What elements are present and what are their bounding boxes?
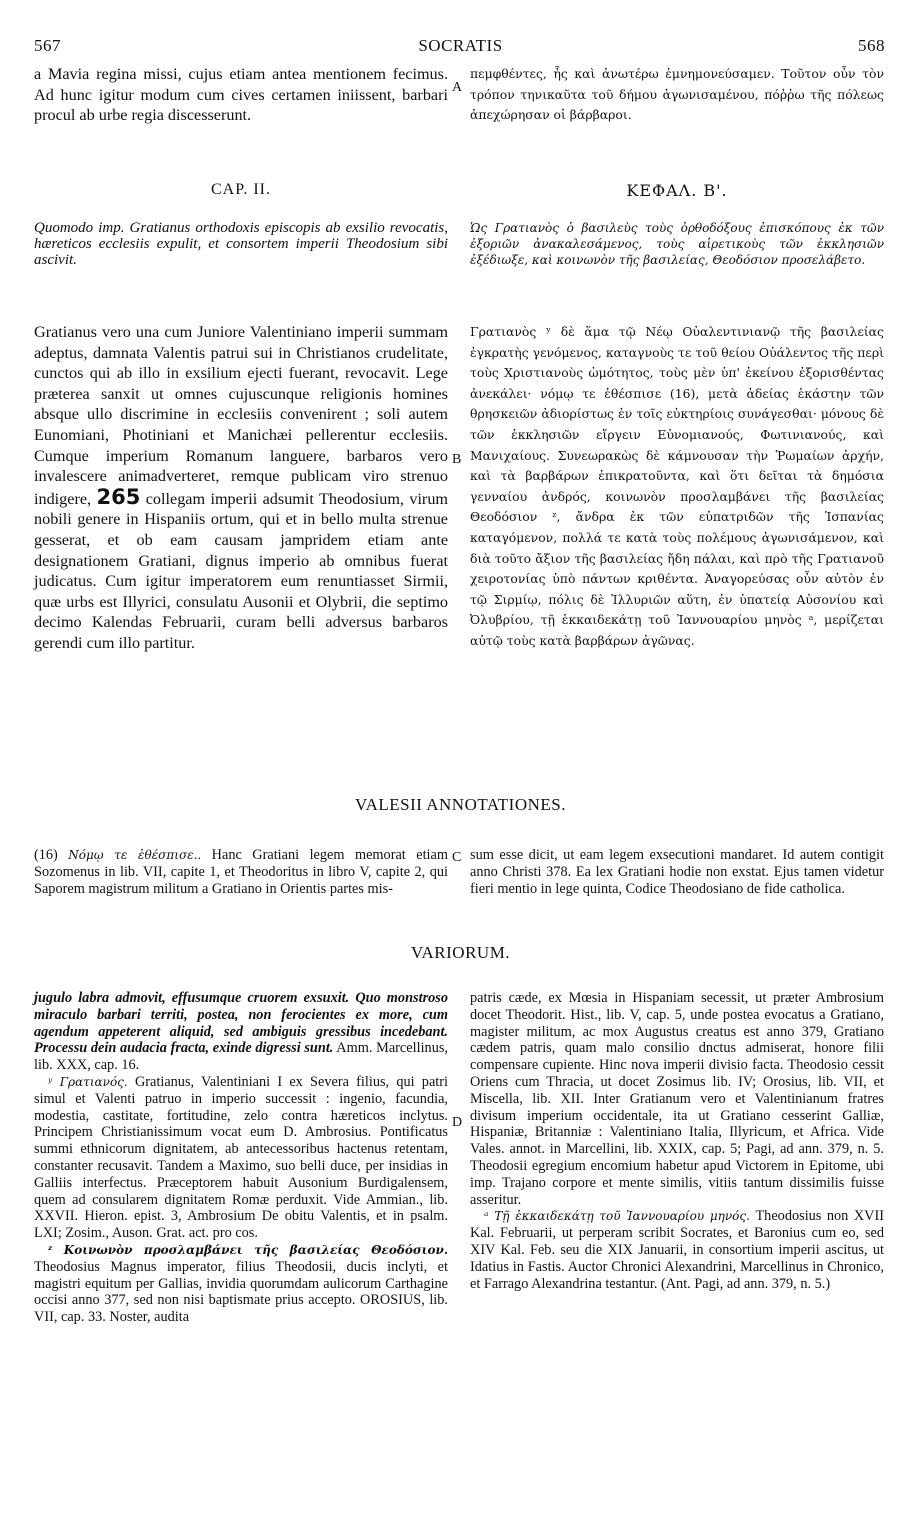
variorum-left-para-3 xyxy=(34,1242,448,1326)
latin-body-part-1: Gratianus vero una cum Juniore Valentiniano imperii summam adeptus, damnata Valentis patrui sui in Christianos crudelitate, cunctos qui ab illo in exsilium ejecti fuerant, revocavit. Lege præterea sanxit ut omnes cujuscunque religionis homines absque ullo discrimine in ecclesiis convenirent ; soli autem Eunomiani, Photiniani et Manichæi pellerentur ecclesiis. Cumque imperium Romanum languere, barbaros vero invalescere animadverteret, remque publicam viro strenuo indigere, xyxy=(34,323,448,508)
greek-continuation: πεμφθέντες, ἧς καὶ ἀνωτέρω ἐμνημονεύσαμεν. Τοῦτον οὖν τὸν τρόπον τηνικαῦτα τοῦ δήμου ἀγωνισαμένου, πόῤῥω τῆς πόλεως ἀπεχώρησαν οἱ βάρβαροι. xyxy=(470,66,884,123)
variorum-lemma-z: ᶻ Κοινωνὸν προσλαμβάνει τῆς βασιλείας Θεοδόσιον. xyxy=(48,1242,448,1257)
greek-body-text: Γρατιανὸς ʸ δὲ ἅμα τῷ Νέῳ Οὐαλεντινιανῷ τῆς βασιλείας ἐγκρατὴς γενόμενος, καταγνοὺς τε τοῦ θείου Οὐάλεντος τῆς περὶ τοὺς Χριστιανοὺς ὠμότητος, τοὺς μὲν ὑπ' ἐκείνου ἐξορισθέντας ἀνεκάλει· νόμῳ τε ἐθέσπισε (16), μετὰ ἀδείας ἑκάστην τῶν θρησκειῶν ἀδιορίστως ἐν τοῖς εὐκτηρίοις συνάγεσθαι· μόνους δὲ τῶν ἐκκλησιῶν εἴργειν Εὐνομιανούς, Φωτινιανούς, καὶ Μανιχαίους. Συνεωρακὼς δὲ κάμνουσαν τὴν Ῥωμαίων ἀρχήν, καὶ τὰ βαρβάρων ἐπικρατοῦντα, καὶ ὅτι δεῖται τὰ δημόσια γενναίου ἀνδρός, κοινωνὸν προσλαμβάνει τῆς βασιλείας Θεοδόσιον ᶻ, ἄνδρα ἐκ τῶν εὐπατριδῶν τῆς Ἱσπανίας καταγόμενον, πολλά τε κατὰ τοὺς πολέμους ἀγωνισάμενον, καὶ διὰ τοῦτο ἄξιον τῆς βασιλείας ἤδη πάλαι, καὶ πρὸ τῆς Γρατιανοῦ χειροτονίας ὑπὸ πάντων κριθέντα. Ἀναγορεύσας οὖν αὐτὸν ἐν τῷ Σιρμίῳ, πόλις δὲ Ἰλλυριῶν αὕτη, ἐν ὑπατείᾳ Αὐσονίου καὶ Ὀλυβρίου, τῇ ἑκκαιδεκάτῃ τοῦ Ἰαννουαρίου μηνὸς ᵃ, μερίζεται αὐτῷ τοὺς κατὰ βαρβάρων ἀγῶνας. xyxy=(470,324,884,648)
page-number-right: 568 xyxy=(858,36,885,55)
variorum-note-a: Theodosius non XVII Kal. Februarii, ut perperam scribit Socrates, et Baronius cum eo, sed XIV Kal. Feb. seu die XIX Januarii, in consortium imperii ascitus, ut Idatius in Fastis. Auctor Chronici Alexandrini, Marcellinus in Chronico, et Farrago Alexandrina testantur. (Ant. Pagi, ad ann. 379, n. 5.) xyxy=(470,1208,885,1292)
valesii-note-left xyxy=(34,847,448,897)
note-number: (16) xyxy=(34,847,58,863)
variorum-left-para-2 xyxy=(34,1074,448,1242)
variorum-note-y: Gratianus, Valentiniani I ex Severa filius, qui patri simul et Valenti patruo in imperio successit : ingenio, facundia, modestia, castitate, fortitudine, zelo contra hæreticos inclytus. Principem Christianissimum vocat eum D. Ambrosius. Pontificatus summi ethnicorum dignitatem, ab antecessoribus hactenus retentam, constanter recusavit. Tandem a Maximo, suo belli duce, per insidias in Galliis interfectus. Præceptorem habuit Ausonium Burdigalensem, quem ad consularem dignitatem Romæ perduxit. Vide Ammian., lib. XXVII. Hieron. epist. 3, Ambrosium De obitu Valentis, et in psalm. LXI; Zosim., Auson. Grat. act. pro cos. xyxy=(34,1073,448,1242)
latin-continuation: a Mavia regina missi, cujus etiam antea mentionem fecimus. Ad hunc igitur modum cum cives certamen iniissent, barbari procul ab urbe regia discesserunt. xyxy=(34,65,448,125)
running-title: SOCRATIS xyxy=(418,36,503,55)
variorum-note-z: Theodosius Magnus imperator, filius Theodosii, ducis inclyti, et magistri equitum per Gallias, invidia quorumdam aulicorum Carthagine occisi anno 377, sed non nisi baptismate prius accepto. OROSIUS, lib. VII, cap. 33. Noster, audita xyxy=(34,1258,448,1326)
note-lemma: Νόμῳ τε ἐθέσπισε.. xyxy=(68,848,202,862)
chapter-heading-greek: ΚΕΦΑΛ. Β'. xyxy=(626,181,728,200)
variorum-quote-ref: Amm. Marcellinus, lib. XXX, cap. 16. xyxy=(34,1040,448,1074)
variorum-left-column xyxy=(34,990,448,1326)
variorum-right-para-1: patris cæde, ex Mœsia in Hispaniam secessit, ut præter Ambrosium docet Theodorit. Hist., lib. V, cap. 5, unde postea evocatus a Gratiano, magister militum, ac mox Augustus creatus est anno 379, Gratiano cædem patris, quam malo consilio dnctus admiserat, honore filii compensare cupiente. Hinc nova imperii divisio facta. Theodosio cessit Oriens cum Thracia, ut docet Zosimus lib. IV; Orosius, lib. VII, et Miscella, lib. XII. Inter Gratianum vero et Valentinianum fratres divisum imperium occidentale, ita ut Gratiano cesserint Galliæ, Hispaniæ, Britanniæ : Valentiniano Italia, Illyricum, et Africa. Vide Vales. annot. in Marcellini, lib. XXIX, cap. 5; Pagi, ad ann. 379, n. 5. Theodosii egregium encomium habetur apud Victorem in Epitome, ubi imp. Trajano corpore et mente similis, vitiis tantum dissimilis fuisse asseritur. xyxy=(470,990,884,1208)
variorum-right-column xyxy=(470,990,884,1292)
margin-marker-b: B xyxy=(452,452,462,467)
variorum-left-para-1 xyxy=(34,990,448,1074)
variorum-lemma-a: ᵃ Τῇ ἑκκαιδεκάτῃ τοῦ Ἰαννουαρίου μηνός. xyxy=(484,1209,750,1224)
variorum-quote: jugulo labra admovit, effusumque cruorem exsuxit. Quo monstroso miraculo barbari territi, postea, non ferocientes ex more, cum agendum appeterent aliquid, sed ambiguis gressibus incedebant. Processu dein audacia fracta, exinde digressi sunt. xyxy=(34,990,448,1057)
margin-marker-d: D xyxy=(452,1115,463,1130)
variorum-lemma-y: ʸ Γρατιανός. xyxy=(48,1074,128,1089)
latin-body-part-2: collegam imperii adsumit Theodosium, virum nobili genere in Hispaniis ortum, qui et in bello multa strenue gesserat, et ob eam causam jampridem etiam ante designationem Gratiani, dignus imperio ab omnibus fuerat judicatus. Cum igitur imperatorem eum renuntiasset Sirmii, quæ urbs est Illyrici, consulatu Ausonii et Olybrii, die septimo decimo Kalendas Februarii, curam belli adversus barbaros gerendi cum illo partitur. xyxy=(34,489,449,652)
valesii-heading: VALESII ANNOTATIONES. xyxy=(355,795,566,814)
valesii-note-right: sum esse dicit, ut eam legem exsecutioni mandaret. Id autem contigit anno Christi 378. Ea lex Gratiani hodie non exstat. Ejus tamen videtur fieri mentio in lege quinta, Codice Theodosiano de fide catholica. xyxy=(470,847,884,897)
variorum-right-para-2 xyxy=(470,1208,884,1292)
note-left-text: Hanc Gratiani legem memorat etiam Sozomenus in lib. VII, capite 1, et Theodoritus in libro V, capite 2, qui Saporem magistrum militum a Gratiano in Orientis partes mis- xyxy=(34,847,448,897)
margin-folio-number: 265 xyxy=(96,484,141,509)
chapter-summary-latin: Quomodo imp. Gratianus orthodoxis episcopis ab exsilio revocatis, hæreticos ecclesiis expulit, et consortem imperii Theodosium sibi ascivit. xyxy=(34,220,448,268)
margin-marker-c: C xyxy=(452,850,462,865)
page-number-left: 567 xyxy=(34,36,61,55)
margin-marker-a: A xyxy=(452,80,463,95)
variorum-heading: VARIORUM. xyxy=(410,943,511,962)
latin-body-text xyxy=(34,322,448,654)
chapter-heading-latin: CAP. II. xyxy=(210,181,271,198)
chapter-summary-greek: Ὡς Γρατιανὸς ὁ βασιλεὺς τοὺς ὀρθοδόξους ἐπισκόπους ἐκ τῶν ἐξοριῶν ἀνακαλεσάμενος, τοὺς αἱρετικοὺς τῶν ἐκκλησιῶν ἐξέδιωξε, καὶ κοινωνὸν τῆς βασιλείας, Θεοδόσιον προσελάβετο. xyxy=(470,221,884,267)
